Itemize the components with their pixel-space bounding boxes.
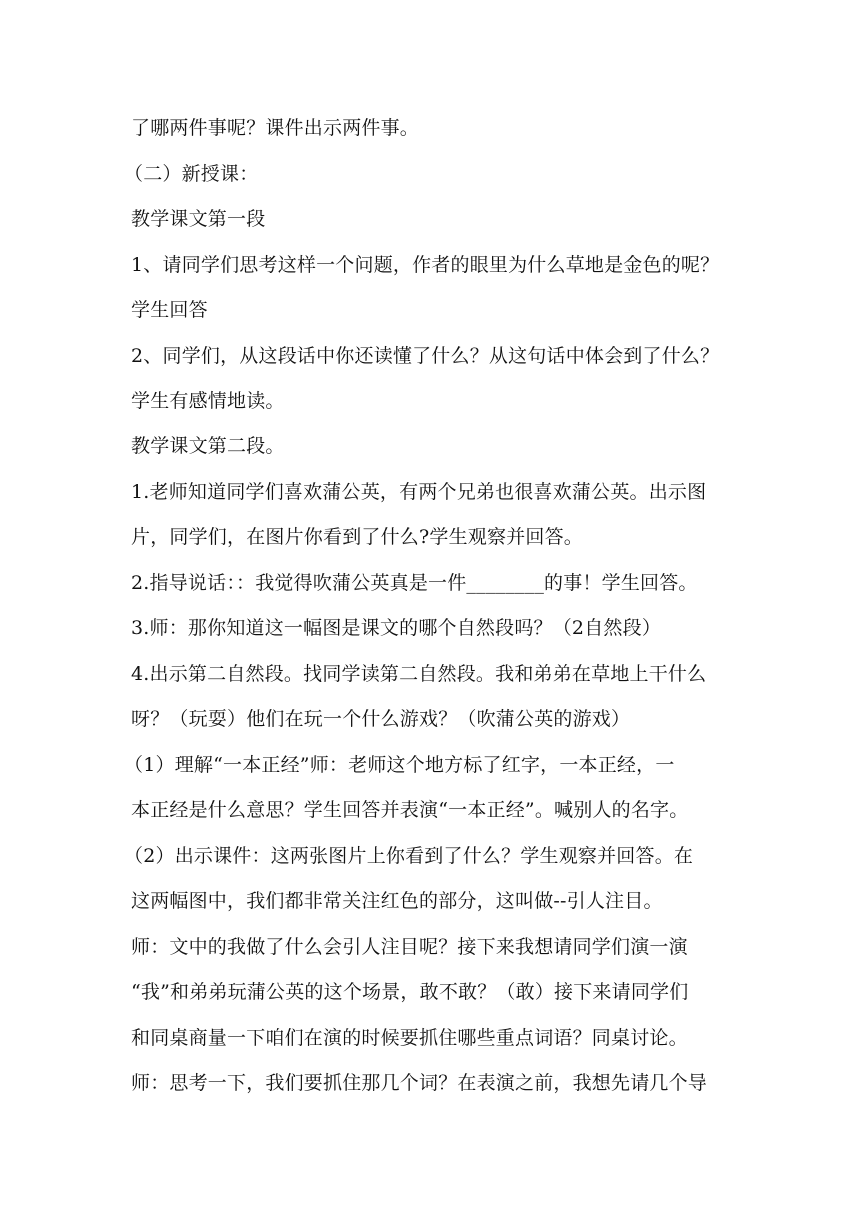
text-line: 了哪两件事呢？课件出示两件事。 <box>131 117 420 139</box>
text-line: 1.老师知道同学们喜欢蒲公英，有两个兄弟也很喜欢蒲公英。出示图 <box>131 481 707 503</box>
text-line: 学生回答 <box>131 299 208 321</box>
text-line: 3.师：那你知道这一幅图是课文的哪个自然段吗？（2自然段） <box>131 617 662 639</box>
text-line: 4.出示第二自然段。找同学读第二自然段。我和弟弟在草地上干什么 <box>131 663 707 685</box>
section-heading: （二）新授课： <box>124 163 259 185</box>
text-line: 教学课文第二段。 <box>131 435 285 457</box>
text-line: 师：文中的我做了什么会引人注目呢？接下来我想请同学们演一演 <box>131 936 688 958</box>
text-line: 学生有感情地读。 <box>131 390 285 412</box>
text-line: 和同桌商量一下咱们在演的时候要抓住哪些重点词语？同桌讨论。 <box>131 1027 688 1049</box>
text-line: 教学课文第一段 <box>131 208 266 230</box>
text-line: （1）理解“一本正经”师：老师这个地方标了红字，一本正经，一 <box>124 754 675 776</box>
text-line: 呀？（玩耍）他们在玩一个什么游戏？（吹蒲公英的游戏） <box>131 708 631 730</box>
text-line: 这两幅图中，我们都非常关注红色的部分，这叫做--引人注目。 <box>131 890 663 912</box>
text-line: 师：思考一下，我们要抓住那几个词？在表演之前，我想先请几个导 <box>131 1072 708 1094</box>
text-line: 片，同学们，在图片你看到了什么?学生观察并回答。 <box>131 526 583 548</box>
text-line: 2.指导说话：：我觉得吹蒲公英真是一件________的事！学生回答。 <box>131 572 698 594</box>
text-line: （2）出示课件：这两张图片上你看到了什么？学生观察并回答。在 <box>124 845 694 867</box>
text-line: 本正经是什么意思？学生回答并表演“一本正经”。喊别人的名字。 <box>131 799 689 821</box>
text-line: “我”和弟弟玩蒲公英的这个场景，敢不敢？（敢）接下来请同学们 <box>131 981 689 1003</box>
text-line: 2、同学们，从这段话中你还读懂了什么？从这句话中体会到了什么？ <box>131 345 720 367</box>
text-line: 1、请同学们思考这样一个问题，作者的眼里为什么草地是金色的呢？ <box>131 254 720 276</box>
